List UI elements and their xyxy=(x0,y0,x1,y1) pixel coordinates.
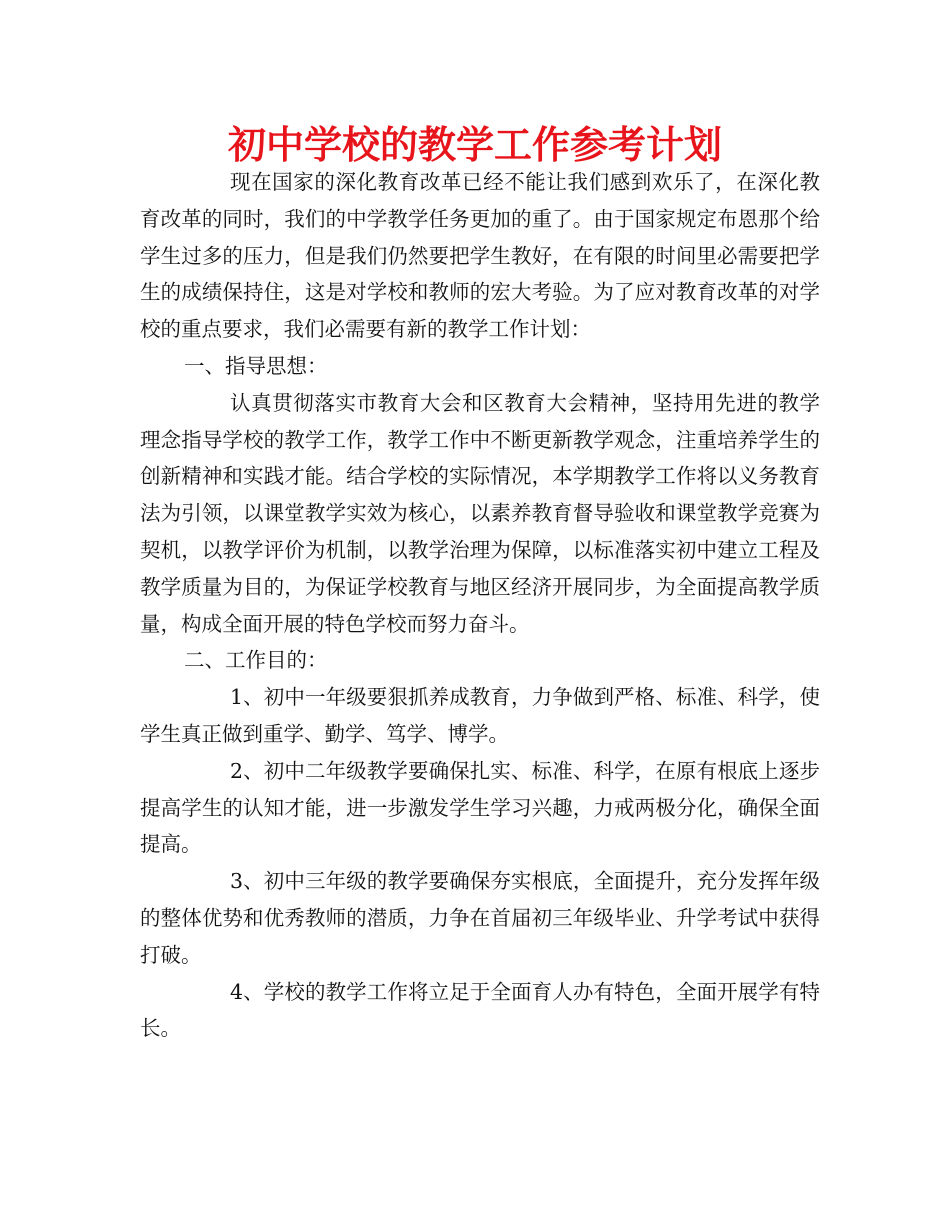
section-heading-work-goals: 二、工作目的： xyxy=(184,648,328,673)
goal-item-2: 2、初中二年级教学要确保扎实、标准、科学，在原有根底上逐步提高学生的认知才能，进一步激发学生学习兴趣，力戒两极分化，确保全面提高。 xyxy=(140,758,820,857)
section-heading-guiding-thought: 一、指导思想： xyxy=(184,353,328,378)
guiding-thought-paragraph: 认真贯彻落实市教育大会和区教育大会精神，坚持用先进的教学理念指导学校的教学工作，教学工作中不断更新教学观念，注重培养学生的创新精神和实践才能。结合学校的实际情况，本学期教学工作将以义务教育法为引领，以课堂教学实效为核心，以素养教育督导验收和课堂教学竞赛为契机，以教学评价为机制，以教学治理为保障，以标准落实初中建立工程及教学质量为目的，为保证学校教育与地区经济开展同步，为全面提高教学质量，构成全面开展的特色学校而努力奋斗。 xyxy=(140,390,820,636)
document-title: 初中学校的教学工作参考计划 xyxy=(227,123,722,167)
goal-item-3: 3、初中三年级的教学要确保夯实根底，全面提升，充分发挥年级的整体优势和优秀教师的潜质，力争在首届初三年级毕业、升学考试中获得打破。 xyxy=(140,869,820,967)
goal-item-4: 4、学校的教学工作将立足于全面育人办有特色，全面开展学有特长。 xyxy=(140,979,820,1041)
goal-item-1: 1、初中一年级要狠抓养成教育，力争做到严格、标准、科学，使学生真正做到重学、勤学、笃学、博学。 xyxy=(140,685,820,746)
document-body xyxy=(140,164,820,1047)
intro-paragraph: 现在国家的深化教育改革已经不能让我们感到欢乐了，在深化教育改革的同时，我们的中学教学任务更加的重了。由于国家规定布恩那个给学生过多的压力，但是我们仍然要把学生教好，在有限的时间里必需要把学生的成绩保持住，这是对学校和教师的宏大考验。为了应对教育改革的对学校的重点要求，我们必需要有新的教学工作计划： xyxy=(140,170,820,342)
